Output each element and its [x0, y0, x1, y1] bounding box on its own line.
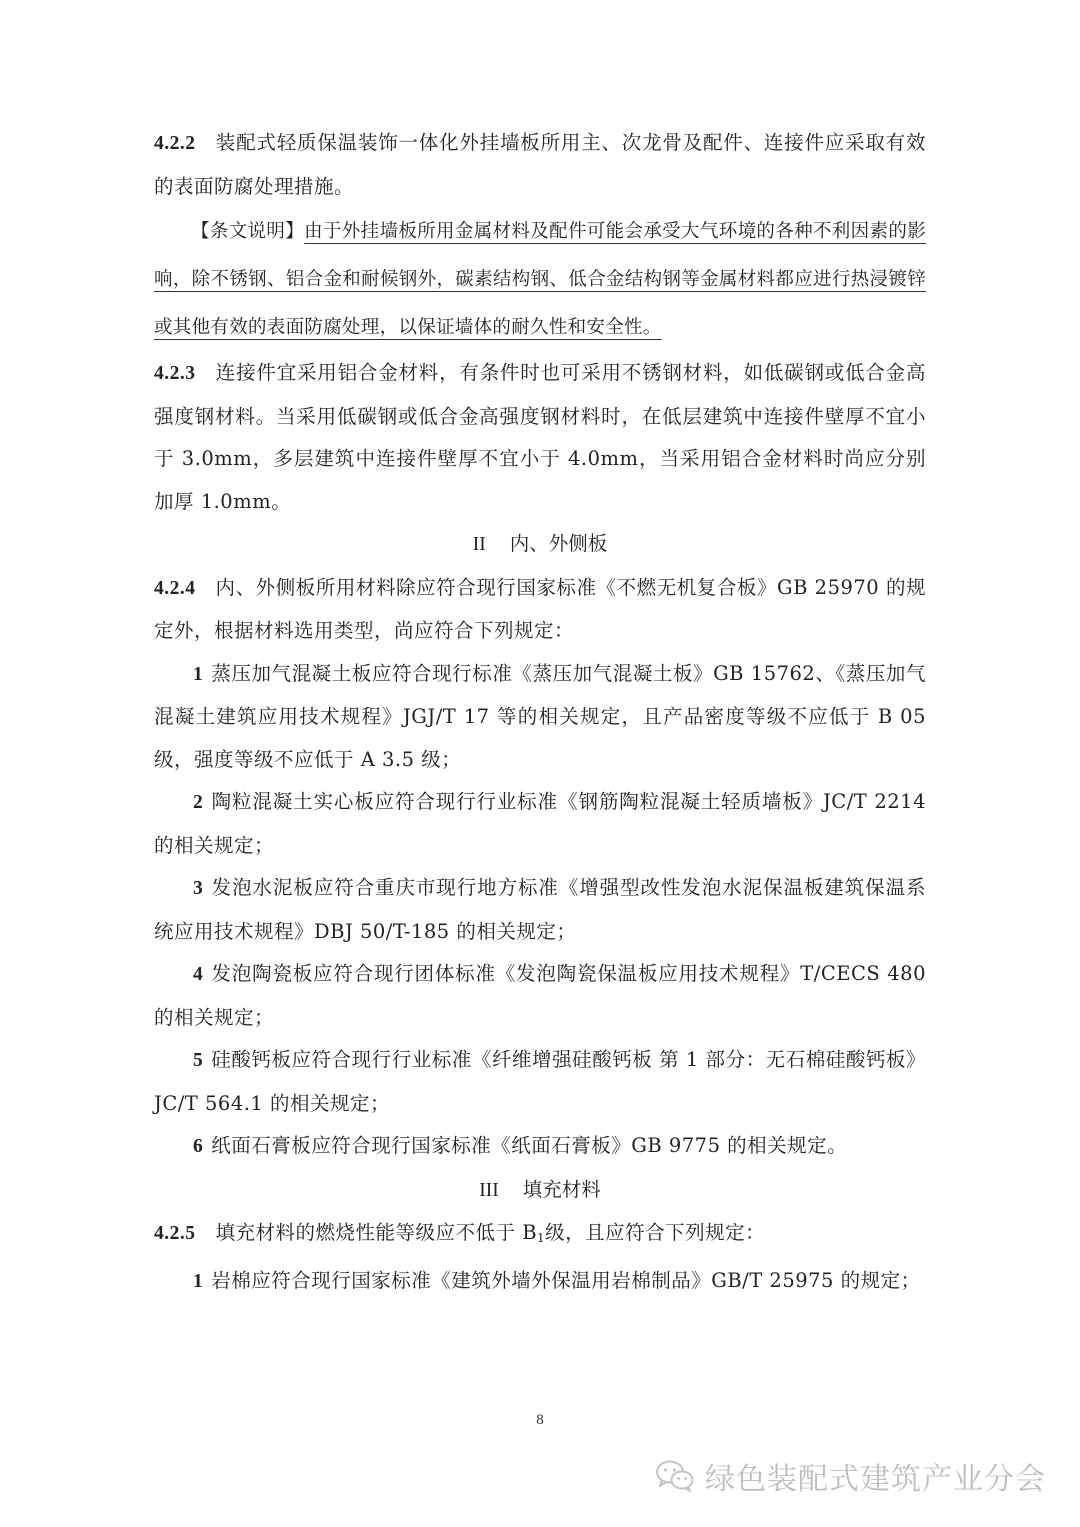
item-number: 3	[193, 878, 204, 899]
explanation-text: 由于外挂墙板所用金属材料及配件可能会承受大气环境的各种不利因素的影响，除不锈钢、铝合金和耐候钢外，碳素结构钢、低合金结构钢等金属材料都应进行热浸镀锌或其他有效的表面防腐处理，以保证墙体的耐久性和安全性。	[154, 221, 926, 338]
clause-4-2-4	[154, 567, 926, 653]
list-item	[154, 781, 926, 867]
item-text: 发泡水泥板应符合重庆市现行地方标准《增强型改性发泡水泥保温板建筑保温系统应用技术规程》DBJ 50/T-185 的相关规定；	[154, 876, 926, 943]
document-page	[154, 122, 926, 1303]
item-text: 蒸压加气混凝土板应符合现行标准《蒸压加气混凝土板》GB 15762、《蒸压加气混凝土建筑应用技术规程》JGJ/T 17 等的相关规定，且产品密度等级不应低于 B 05 级，强度等级不应低于 A 3.5 级；	[154, 661, 926, 771]
item-number: 5	[193, 1050, 204, 1071]
item-number: 2	[193, 792, 204, 813]
section-roman-numeral: II	[472, 534, 486, 555]
item-number: 6	[193, 1136, 204, 1157]
watermark	[655, 1454, 1046, 1498]
watermark-text: 绿色装配式建筑产业分会	[705, 1462, 1046, 1497]
clause-text: 填充材料的燃烧性能等级应不低于 B	[215, 1221, 538, 1244]
item-text: 纸面石膏板应符合现行国家标准《纸面石膏板》GB 9775 的相关规定。	[211, 1134, 848, 1157]
list-item	[154, 953, 926, 1039]
list-item	[154, 1125, 926, 1169]
clause-text-continued: 级，且应符合下列规定：	[545, 1221, 766, 1244]
section-heading-2	[154, 523, 926, 567]
page-number: 8	[536, 1412, 544, 1428]
section-title: 填充材料	[522, 1177, 601, 1201]
item-text: 硅酸钙板应符合现行行业标准《纤维增强硅酸钙板 第 1 部分：无石棉硅酸钙板》JC/T 564.1 的相关规定；	[154, 1048, 926, 1115]
clause-4-2-5	[154, 1212, 926, 1260]
section-title: 内、外侧板	[509, 532, 608, 555]
clause-4-2-3	[154, 352, 926, 523]
list-item	[154, 1039, 926, 1125]
item-text: 岩棉应符合现行国家标准《建筑外墙外保温用岩棉制品》GB/T 25975 的规定；	[211, 1268, 921, 1292]
subscript: 1	[537, 1231, 546, 1245]
clause-text: 装配式轻质保温装饰一体化外挂墙板所用主、次龙骨及配件、连接件应采取有效的表面防腐处理措施。	[154, 131, 926, 198]
item-number: 4	[193, 964, 204, 985]
clause-text: 连接件宜采用铝合金材料，有条件时也可采用不锈钢材料，如低碳钢或低合金高强度钢材料。当采用低碳钢或低合金高强度钢材料时，在低层建筑中连接件壁厚不宜小于 3.0mm，多层建筑中连接件壁厚不宜小于 4.0mm，当采用铝合金材料时尚应分别加厚 1.0mm。	[154, 361, 926, 513]
explanation-label: 【条文说明】	[191, 221, 305, 242]
clause-text: 内、外侧板所用材料除应符合现行国家标准《不燃无机复合板》GB 25970 的规定外，根据材料选用类型，尚应符合下列规定：	[154, 575, 926, 642]
clause-number: 4.2.5	[154, 1223, 196, 1244]
item-text: 发泡陶瓷板应符合现行团体标准《发泡陶瓷保温板应用技术规程》T/CECS 480 的相关规定；	[154, 962, 926, 1029]
item-number: 1	[193, 1270, 204, 1292]
item-text: 陶粒混凝土实心板应符合现行行业标准《钢筋陶粒混凝土轻质墙板》JC/T 2214 的相关规定；	[154, 790, 926, 857]
section-roman-numeral: III	[479, 1179, 499, 1201]
list-item	[154, 867, 926, 953]
section-heading-3	[154, 1169, 926, 1213]
clause-number: 4.2.3	[154, 363, 196, 384]
clause-number: 4.2.2	[154, 133, 196, 154]
clause-4-2-2	[154, 122, 926, 208]
clause-explanation	[154, 208, 926, 352]
list-item	[154, 653, 926, 782]
clause-number: 4.2.4	[154, 577, 196, 599]
item-number: 1	[193, 663, 204, 685]
list-item	[154, 1260, 926, 1304]
wechat-icon	[655, 1459, 695, 1493]
